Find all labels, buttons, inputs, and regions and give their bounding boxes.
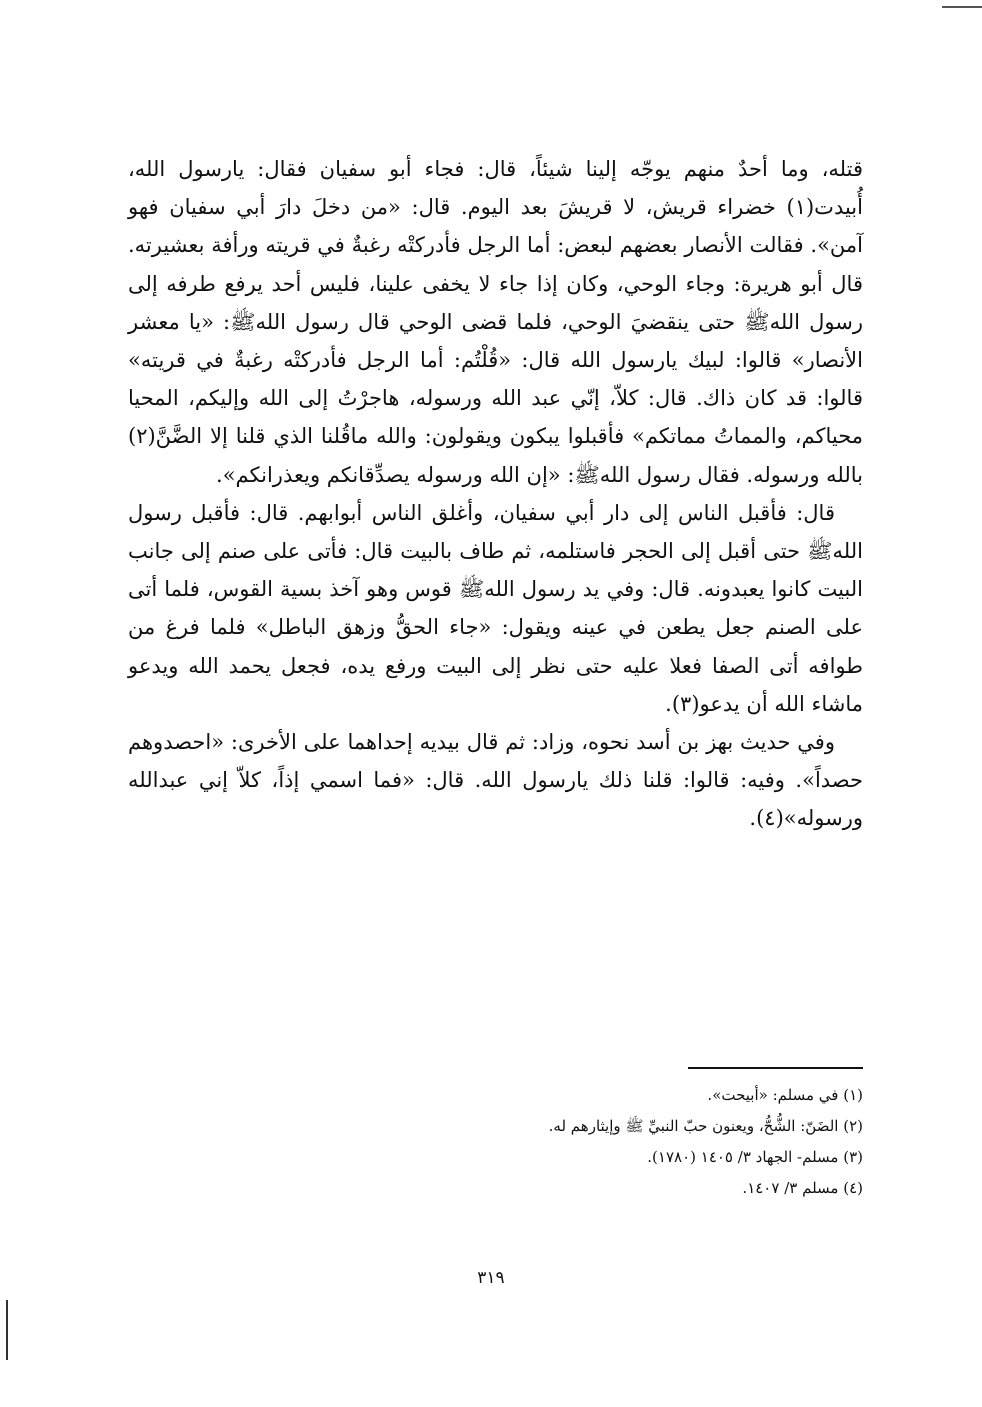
footnote: (٣) مسلم- الجهاد ٣/ ١٤٠٥ (١٧٨٠).	[647, 1148, 863, 1166]
main-text	[128, 150, 863, 838]
paragraph: قتله، وما أحدٌ منهم يوجّه إلينا شيئاً، قال: فجاء أبو سفيان فقال: يارسول الله، أُبيدت(١) خضراء قريش، لا قريشَ بعد اليوم. قال: «من دخلَ دارَ أبي سفيان فهو آمن». فقالت الأنصار بعضهم لبعض: أما الرجل فأدركتْه رغبةٌ في قريته ورأفة بعشيرته. قال أبو هريرة: وجاء الوحي، وكان إذا جاء لا يخفى علينا، فليس أحد يرفع طرفه إلى رسول اللهﷺ حتى ينقضيَ الوحي، فلما قضى الوحي قال رسول اللهﷺ: «يا معشر الأنصار» قالوا: لبيك يارسول الله قال: «قُلْتُم: أما الرجل فأدركتْه رغبةٌ في قريته» قالوا: قد كان ذاك. قال: كلاّ، إنّي عبد الله ورسوله، هاجرْتُ إلى الله وإليكم، المحيا محياكم، والمماتُ مماتكم» فأقبلوا يبكون ويقولون: والله ماقُلنا الذي قلنا إلا الضَّنَّ(٢) بالله ورسوله. فقال رسول اللهﷺ: «إن الله ورسوله يصدِّقانكم ويعذرانكم».	[128, 157, 863, 487]
scan-edge-mark	[6, 1300, 8, 1360]
page-number: ٣١٩	[477, 1268, 505, 1288]
paragraph: وفي حديث بهز بن أسد نحوه، وزاد: ثم قال بيديه إحداهما على الأخرى: «احصدوهم حصداً». وفيه: قالوا: قلنا ذلك يارسول الله. قال: «فما اسمي إذاً، كلاّ إني عبدالله ورسوله»(٤).	[128, 730, 863, 831]
footnote: (٢) الضَنّ: الشُّحُّ، ويعنون حبّ النبيِّ ﷺ وإيثارهم له.	[548, 1117, 863, 1135]
footnote: (٤) مسلم ٣/ ١٤٠٧.	[742, 1179, 863, 1197]
footnote-divider	[688, 1067, 863, 1069]
footnotes	[440, 1080, 863, 1204]
paragraph: قال: فأقبل الناس إلى دار أبي سفيان، وأغلق الناس أبوابهم. قال: فأقبل رسول اللهﷺ حتى أقبل إلى الحجر فاستلمه، ثم طاف بالبيت قال: فأتى على صنم إلى جانب البيت كانوا يعبدونه. قال: وفي يد رسول اللهﷺ قوس وهو آخذ بسية القوس، فلما أتى على الصنم جعل يطعن في عينه ويقول: «جاء الحقُّ وزهق الباطل» فلما فرغ من طوافه أتى الصفا فعلا عليه حتى نظر إلى البيت ورفع يده، فجعل يحمد الله ويدعو ماشاء الله أن يدعو(٣).	[128, 500, 863, 716]
scan-edge-mark	[942, 6, 982, 8]
footnote: (١) في مسلم: «أبيحت».	[707, 1086, 863, 1104]
